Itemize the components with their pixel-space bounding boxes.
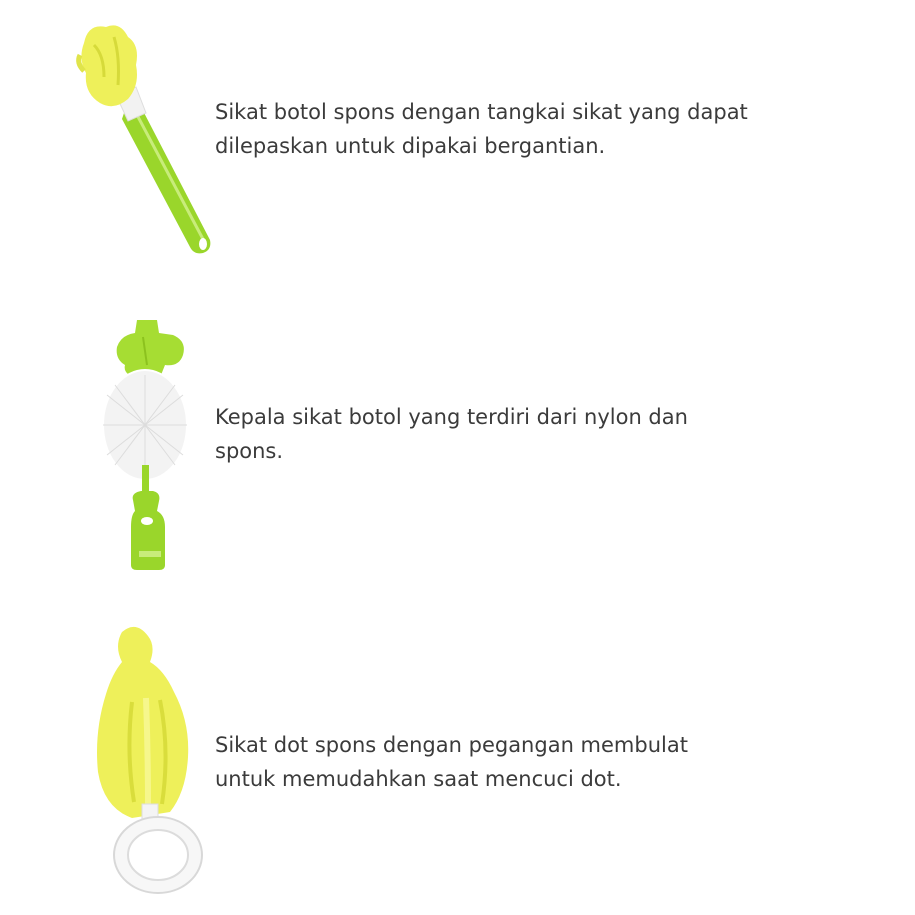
description-line: dilepaskan untuk dipakai bergantian.: [215, 134, 606, 158]
description-line: spons.: [215, 439, 284, 463]
sponge-bottle-brush-icon: [70, 15, 220, 260]
description-line: Kepala sikat botol yang terdiri dari nylon dan: [215, 405, 688, 429]
description-line: Sikat botol spons dengan tangkai sikat yang dapat: [215, 100, 748, 124]
product-item: [0, 600, 915, 915]
description-line: untuk memudahkan saat mencuci dot.: [215, 767, 622, 791]
product-description: [215, 400, 775, 468]
product-item: [0, 0, 915, 300]
nipple-sponge-brush-icon: [92, 622, 214, 902]
product-item: [0, 300, 915, 600]
product-description: [215, 728, 775, 796]
nylon-sponge-brush-head-icon: [95, 315, 195, 570]
description-line: Sikat dot spons dengan pegangan membulat: [215, 733, 688, 757]
product-description: [215, 95, 775, 163]
